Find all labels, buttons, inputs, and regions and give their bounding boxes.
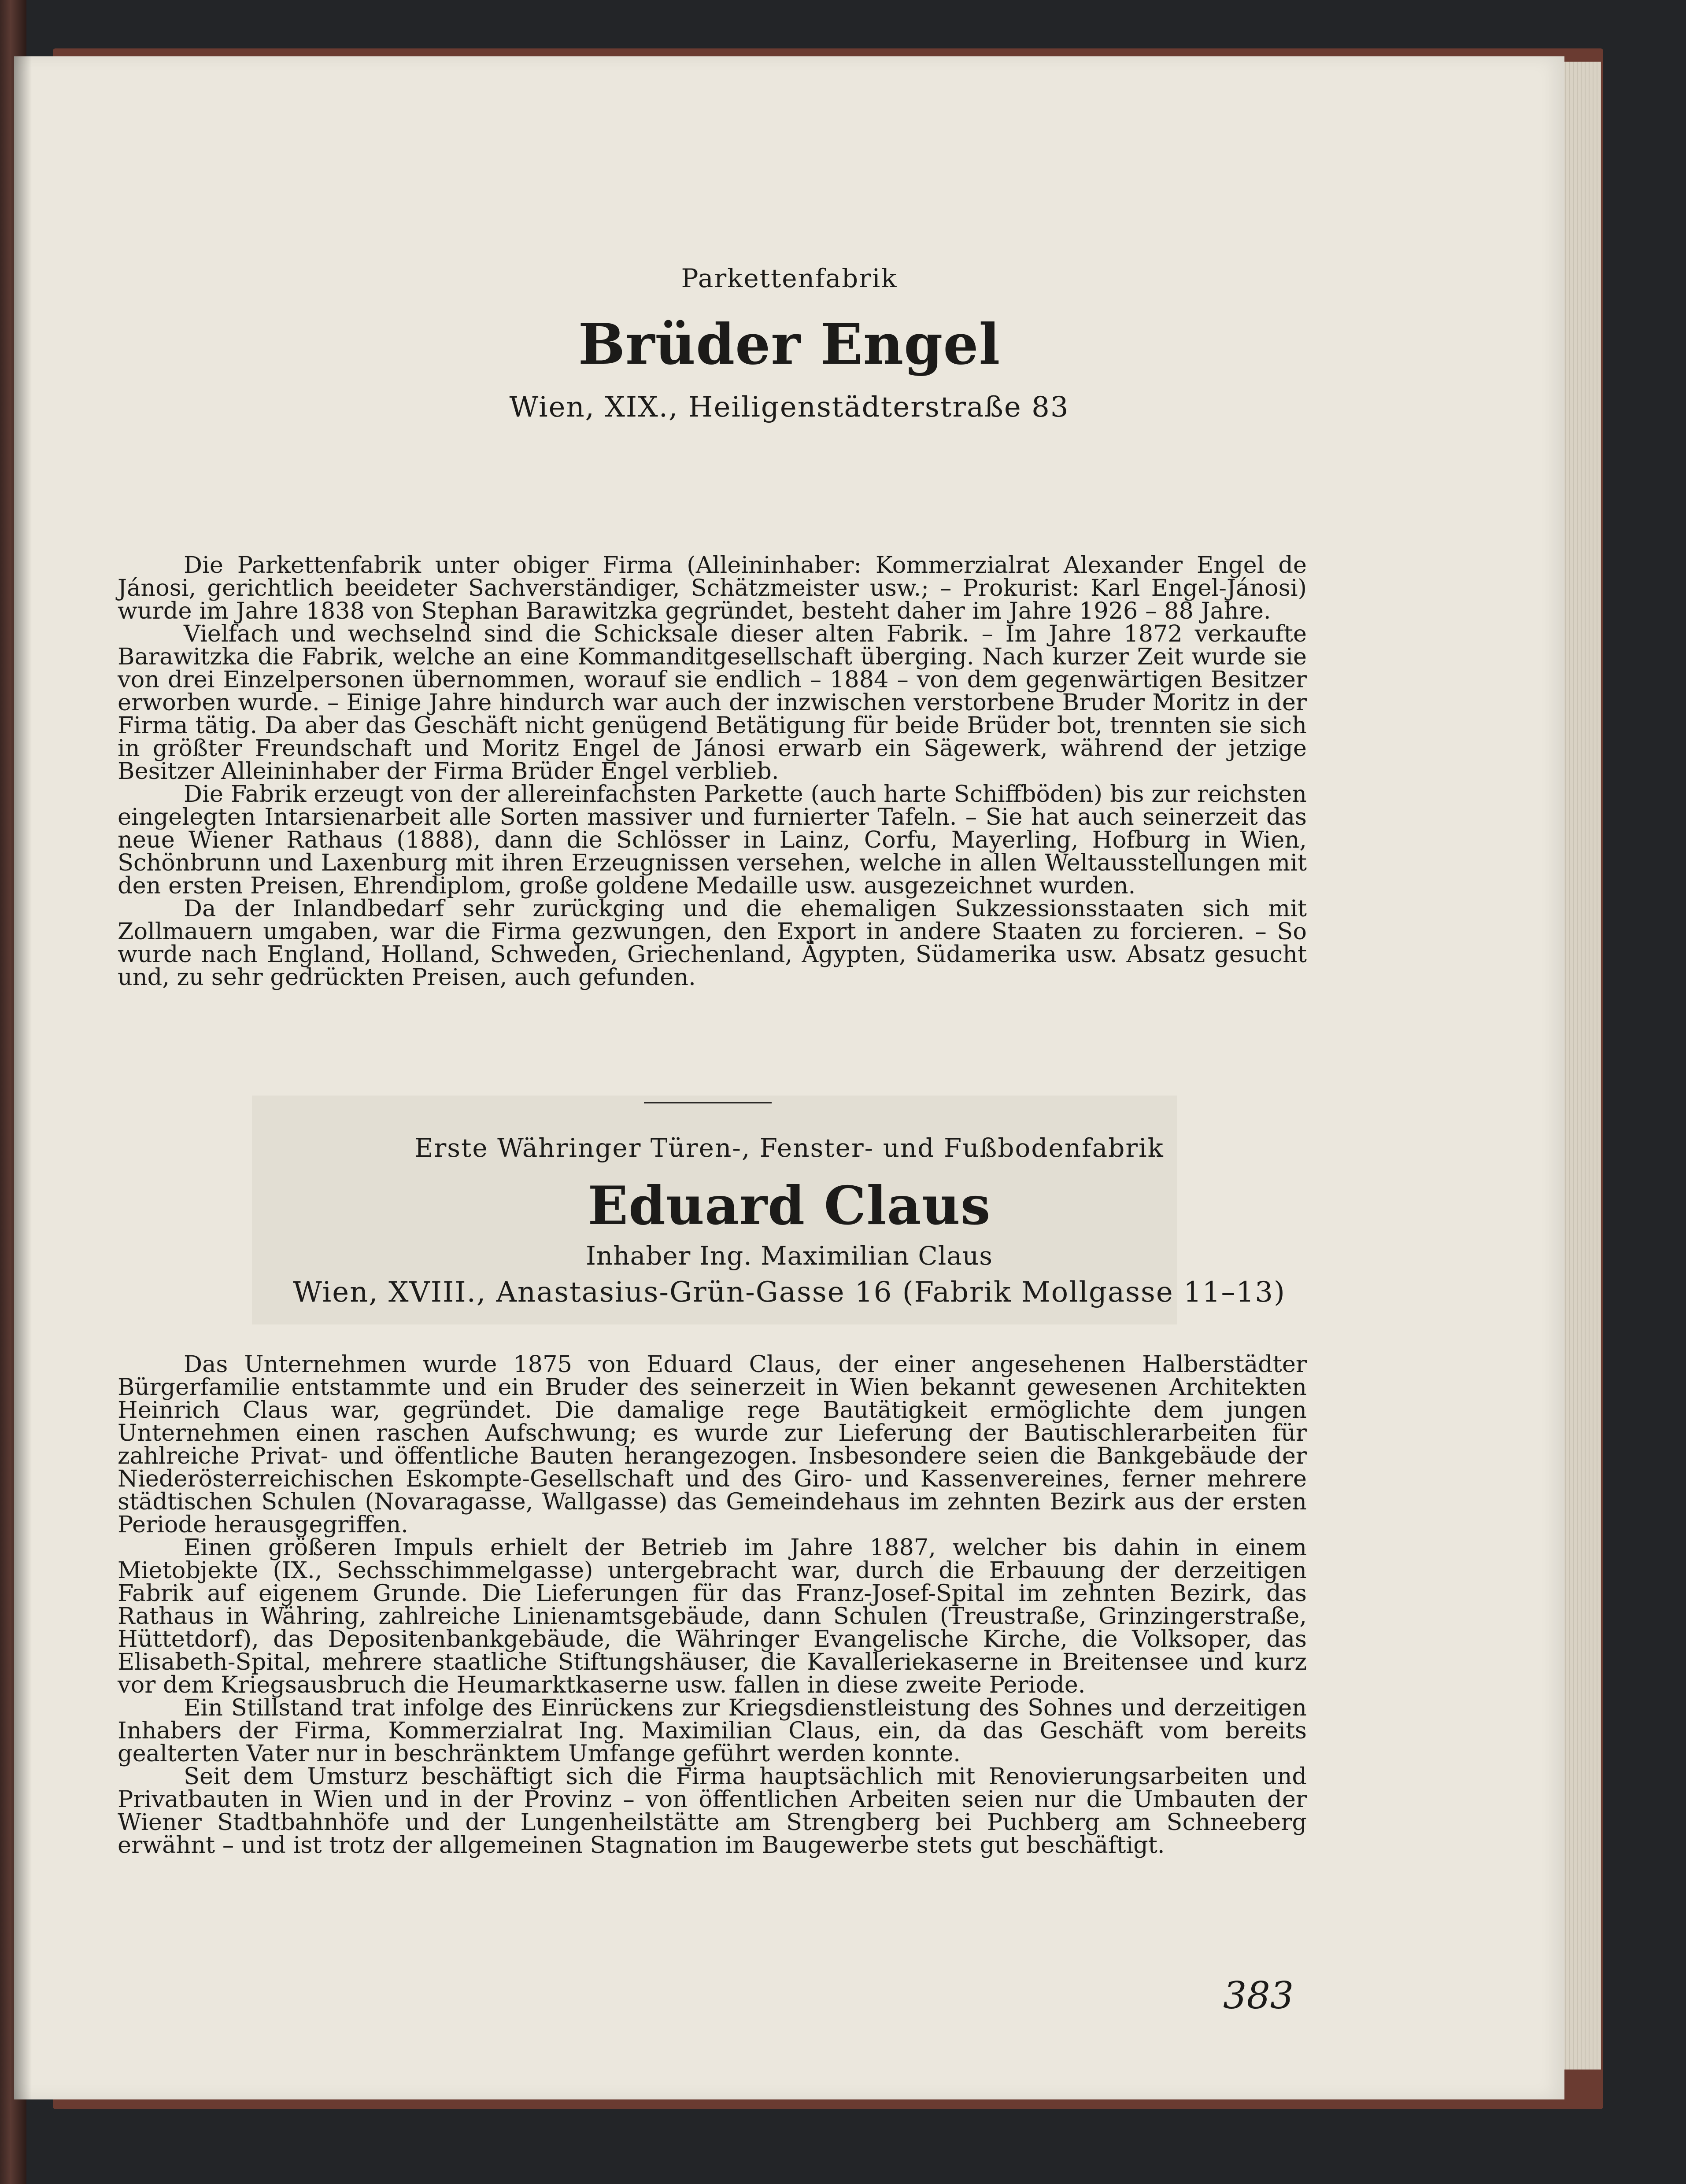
section1-body [118, 554, 1307, 989]
page-number: 383 [1223, 1974, 1294, 2017]
paragraph: Die Fabrik erzeugt von der allereinfachsten Parkette (auch harte Schiffböden) bis zur reichsten eingelegten Intarsienarbeit alle Sorten massiver und furnierter Tafeln. – Sie hat auch seinerzeit das neue Wiener Rathaus (1888), dann die Schlösser in Lainz, Corfu, Mayerling, Hofburg in Wien, Schönbrunn und Laxenburg mit ihren Erzeugnissen versehen, welche in allen Weltausstellungen mit den ersten Preisen, Ehrendiplom, große goldene Medaille usw. ausgezeichnet wurden. [118, 781, 1307, 899]
section-divider [644, 1102, 772, 1103]
book-page [14, 56, 1564, 2099]
section1-address: Wien, XIX., Heiligenstädterstraße 83 [509, 391, 1069, 424]
paragraph: Die Parkettenfabrik unter obiger Firma (Alleininhaber: Kommerzialrat Alexander Engel de Jánosi, gerichtlich beeideter Sachverständiger, Schätzmeister usw.; – Prokurist: Karl Engel-Jánosi) wurde im Jahre 1838 von Stephan Barawitzka gegründet, besteht daher im Jahre 1926 – 88 Jahre. [118, 552, 1307, 624]
section2-kicker: Erste Währinger Türen-, Fenster- und Fußbodenfabrik [414, 1133, 1164, 1163]
paragraph: Einen größeren Impuls erhielt der Betrieb im Jahre 1887, welcher bis dahin in einem Mietobjekte (IX., Sechsschimmelgasse) untergebracht war, durch die Erbauung der derzeitigen Fabrik auf eigenem Grunde. Die Lieferungen für das Franz-Josef-Spital im zehnten Bezirk, das Rathaus in Währing, zahlreiche Linienamtsgebäude, dann Schulen (Treustraße, Grinzingerstraße, Hüttetdorf), das Depositenbankgebäude, die Währinger Evangelische Kirche, die Volksoper, das Elisabeth-Spital, mehrere staatliche Stiftungshäuser, die Kavalleriekaserne in Breitensee und kurz vor dem Kriegsausbruch die Heumarktkaserne usw. fallen in diese zweite Periode. [118, 1534, 1307, 1698]
paragraph: Ein Stillstand trat infolge des Einrückens zur Kriegsdienstleistung des Sohnes und derzeitigen Inhabers der Firma, Kommerzialrat Ing. Maximilian Claus, ein, da das Geschäft vom bereits gealterten Vater nur in beschränktem Umfange geführt werden konnte. [118, 1694, 1307, 1767]
section2-address: Wien, XVIII., Anastasius-Grün-Gasse 16 (Fabrik Mollgasse 11–13) [293, 1276, 1286, 1309]
section1-title: Brüder Engel [578, 312, 1001, 377]
paragraph: Da der Inlandbedarf sehr zurückging und die ehemaligen Sukzessionsstaaten sich mit Zollmauern umgaben, war die Firma gezwungen, den Export in andere Staaten zu forcieren. – So wurde nach England, Holland, Schweden, Griechenland, Ägypten, Südamerika usw. Absatz gesucht und, zu sehr gedrückten Preisen, auch gefunden. [118, 895, 1307, 991]
section2-body [118, 1353, 1307, 1857]
section2-owner: Inhaber Ing. Maximilian Claus [586, 1241, 993, 1271]
paragraph: Das Unternehmen wurde 1875 von Eduard Claus, der einer angesehenen Halberstädter Bürgerfamilie entstammte und ein Bruder des seinerzeit in Wien bekannt gewesenen Architekten Heinrich Claus war, gegründet. Die damalige rege Bautätigkeit ermöglichte dem jungen Unternehmen einen raschen Aufschwung; es wurde zur Lieferung der Bautischlerarbeiten für zahlreiche Privat- und öffentliche Bauten herangezogen. Insbesondere seien die Bankgebäude der Niederösterreichischen Eskompte-Gesellschaft und des Giro- und Kassenvereines, ferner mehrere städtischen Schulen (Novaragasse, Wallgasse) das Gemeindehaus im zehnten Bezirk aus der ersten Periode herausgegriffen. [118, 1351, 1307, 1538]
section2-title: Eduard Claus [588, 1175, 991, 1237]
paragraph: Seit dem Umsturz beschäftigt sich die Firma hauptsächlich mit Renovierungsarbeiten und Privatbauten in Wien und in der Provinz – von öffentlichen Arbeiten seien nur die Umbauten der Wiener Stadtbahnhöfe und der Lungenheilstätte am Strengberg bei Puchberg am Schneeberg erwähnt – und ist trotz der allgemeinen Stagnation im Baugewerbe stets gut beschäftigt. [118, 1763, 1307, 1859]
paragraph: Vielfach und wechselnd sind die Schicksale dieser alten Fabrik. – Im Jahre 1872 verkaufte Barawitzka die Fabrik, welche an eine Kommanditgesellschaft überging. Nach kurzer Zeit wurde sie von drei Einzelpersonen übernommen, worauf sie endlich – 1884 – von dem gegenwärtigen Besitzer erworben wurde. – Einige Jahre hindurch war auch der inzwischen verstorbene Bruder Moritz in der Firma tätig. Da aber das Geschäft nicht genügend Betätigung für beide Brüder bot, trennten sie sich in größter Freundschaft und Moritz Engel de Jánosi erwarb ein Sägewerk, während der jetzige Besitzer Alleininhaber der Firma Brüder Engel verblieb. [118, 620, 1307, 785]
section1-kicker: Parkettenfabrik [681, 263, 898, 293]
